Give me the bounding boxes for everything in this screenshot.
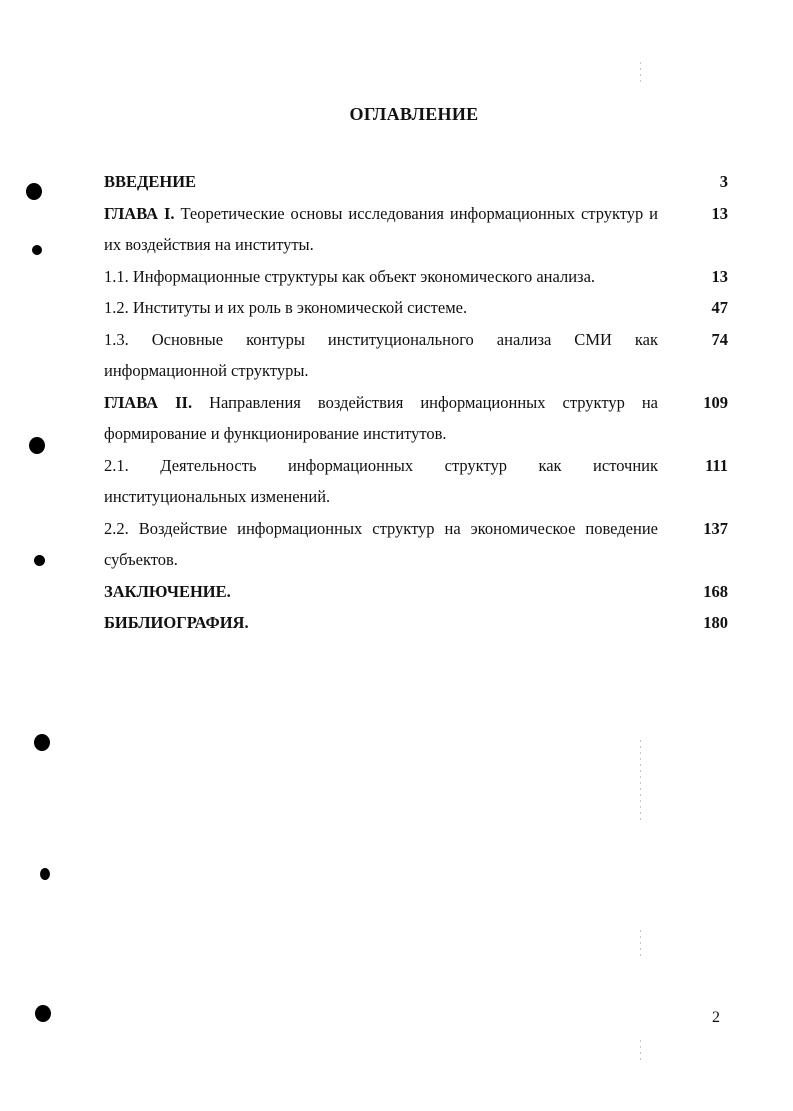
toc-entry xyxy=(104,607,728,639)
toc-page-number: 137 xyxy=(703,518,728,538)
toc-entry-title: 1.3. Основные контуры институционального анализа СМИ как информационной структуры. xyxy=(104,329,658,380)
toc-entry-text xyxy=(104,513,658,576)
toc-page-number: 13 xyxy=(711,203,728,223)
toc-entry-title: ЗАКЛЮЧЕНИЕ. xyxy=(104,581,231,601)
toc-entry-title: Направления воздействия информационных структур на формирование и функционирование институтов. xyxy=(104,392,658,443)
toc-entry-text xyxy=(104,387,658,450)
toc-entry-title: 1.2. Институты и их роль в экономической системе. xyxy=(104,298,468,317)
toc-entry-title: 1.1. Информационные структуры как объект экономического анализа. xyxy=(104,266,596,286)
scan-mark xyxy=(640,740,641,820)
toc-entry-title: 2.2. Воздействие информационных структур на экономическое поведение субъектов. xyxy=(104,518,658,569)
toc-entry xyxy=(104,324,728,387)
scan-mark xyxy=(640,1040,641,1060)
toc-entry-title: БИБЛИОГРАФИЯ. xyxy=(104,613,249,632)
scan-mark xyxy=(640,62,641,82)
toc-page-number: 13 xyxy=(711,266,728,286)
toc-entry xyxy=(104,450,728,513)
punch-hole xyxy=(34,734,50,751)
toc-entry xyxy=(104,198,728,261)
toc-entry-text xyxy=(104,261,658,293)
punch-hole xyxy=(32,245,42,255)
scan-mark xyxy=(640,930,641,960)
punch-hole xyxy=(26,183,42,200)
punch-hole xyxy=(29,437,45,454)
toc-entry-text xyxy=(104,198,658,261)
toc-entry-text xyxy=(104,607,658,639)
toc-page-number: 3 xyxy=(719,172,728,191)
punch-hole xyxy=(35,1005,51,1022)
toc-entry xyxy=(104,387,728,450)
toc-page-number: 180 xyxy=(703,613,728,632)
page-title: ОГЛАВЛЕНИЕ xyxy=(349,104,479,124)
toc-chapter-label: ГЛАВА II. xyxy=(104,392,193,412)
table-of-contents xyxy=(104,166,728,639)
toc-entry xyxy=(104,166,728,198)
toc-entry-text xyxy=(104,166,658,198)
toc-entry xyxy=(104,261,728,293)
toc-page-number: 168 xyxy=(703,581,728,601)
toc-entry-text xyxy=(104,450,658,513)
toc-entry-title: 2.1. Деятельность информационных структур как источник институциональных изменений. xyxy=(104,455,658,506)
page-number: 2 xyxy=(712,1009,720,1026)
punch-hole xyxy=(34,555,45,566)
toc-entry-text xyxy=(104,324,658,387)
toc-entry-text xyxy=(104,292,658,324)
toc-entry xyxy=(104,292,728,324)
toc-entry-title: Теоретические основы исследования информационных структур и их воздействия на институты. xyxy=(104,203,659,254)
toc-entry xyxy=(104,576,728,608)
toc-page-number: 47 xyxy=(711,298,728,317)
toc-page-number: 74 xyxy=(711,329,728,349)
toc-entry-title: ВВЕДЕНИЕ xyxy=(104,172,197,191)
toc-chapter-label: ГЛАВА I. xyxy=(104,203,175,223)
toc-entry xyxy=(104,513,728,576)
punch-hole xyxy=(40,868,50,880)
toc-page-number: 111 xyxy=(705,455,728,475)
toc-entry-text xyxy=(104,576,658,608)
toc-page-number: 109 xyxy=(703,392,728,412)
